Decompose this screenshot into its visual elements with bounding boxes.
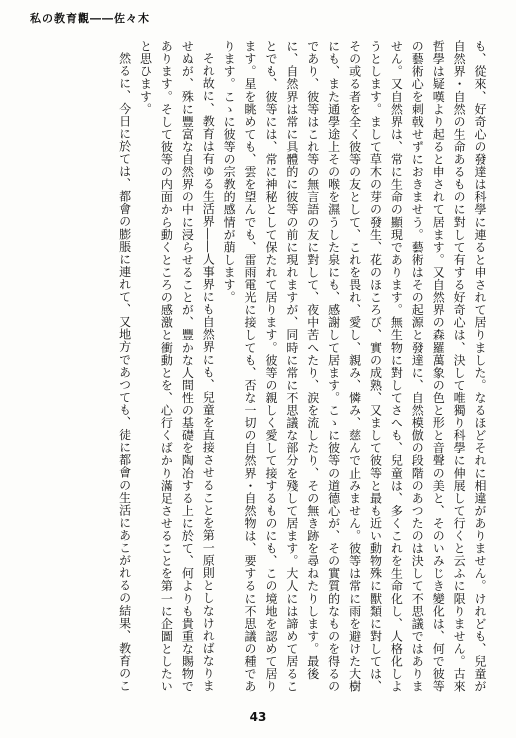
body-text xyxy=(30,40,490,694)
paragraph: それ故に、教育は有ゆる生活界――人事界にも自然界にも、兒童を直接させることを第一原則としなければなりませぬが、殊に豐富な自然界の中に浸らせることが、豐かな人間性の基礎を陶冶する上に於て、何よりも貴重な賜物であります。そして彼等の内面から動くところの感激と衝動とを、心行くばかり滿足させることを第一に企圖としたいと思ひます。 xyxy=(138,40,216,693)
paragraph: 然るに、今日に於ては、都會の膨脹に連れて、又地方であつても、徒に都會の生活にあこがれるの結果、教育のこ xyxy=(117,52,132,693)
paragraph-continued: も、從來、好奇心の發達は科學に連ると申されて居りました。なるほどそれに相違がありません。けれども、兒童が自然界・自然の生命あるものに對して有する好奇心は、決して唯獨り科學に伸展して行くと云ふに限りません。古來哲學は疑嘆より起ると申されて居ます。又自然界の森羅萬象の色と形と音聲の美と、そのいみじき變化は、何で彼等の藝術心を刺戟せずにおきませう。藝術はその起源と發達に、自然模倣の段階のあつたのは決して不思議ではありません。又自然界は、常に生命の顯現であります。無生物に對してさへも、兒童は、多くこれを生命化し、人格化しようとします。まして草木の芽の發生、花のほころび、實の成熟、又まして彼等と最も近い動物殊に獸類に對しては、その或る者を全く彼等の友として、これを畏れ、愛し、親み、憐み、慈んで止みません。彼等は常に雨を避けた大樹にも、また通學途上その喉を濕うした泉にも、感謝して居ます。こゝに彼等の道德心が、その實質的なものを得るのであり、彼等はこれ等の無言語の友に對して、夜中苦へたり、涙を流したり、その無き跡を尋ねたりします。最後に、自然界は常に具體的に彼等の前に現れますが、同時に常に不思議な部分を殘して居ます。大人には諦めて居ることでも、彼等には、常に神秘として保たれて居ります。彼等の親しく愛して接するものにも、この境地を認めて居ります。星を眺めても、雲を望んでも、雷雨電光に接しても、否な一切の自然界・自然物は、要するに不思議の種であります。こゝに彼等の宗教的感情が萠します。 xyxy=(222,40,487,693)
running-header: 私の教育觀――佐々木 xyxy=(30,12,150,25)
page-number: 43 xyxy=(249,710,267,724)
